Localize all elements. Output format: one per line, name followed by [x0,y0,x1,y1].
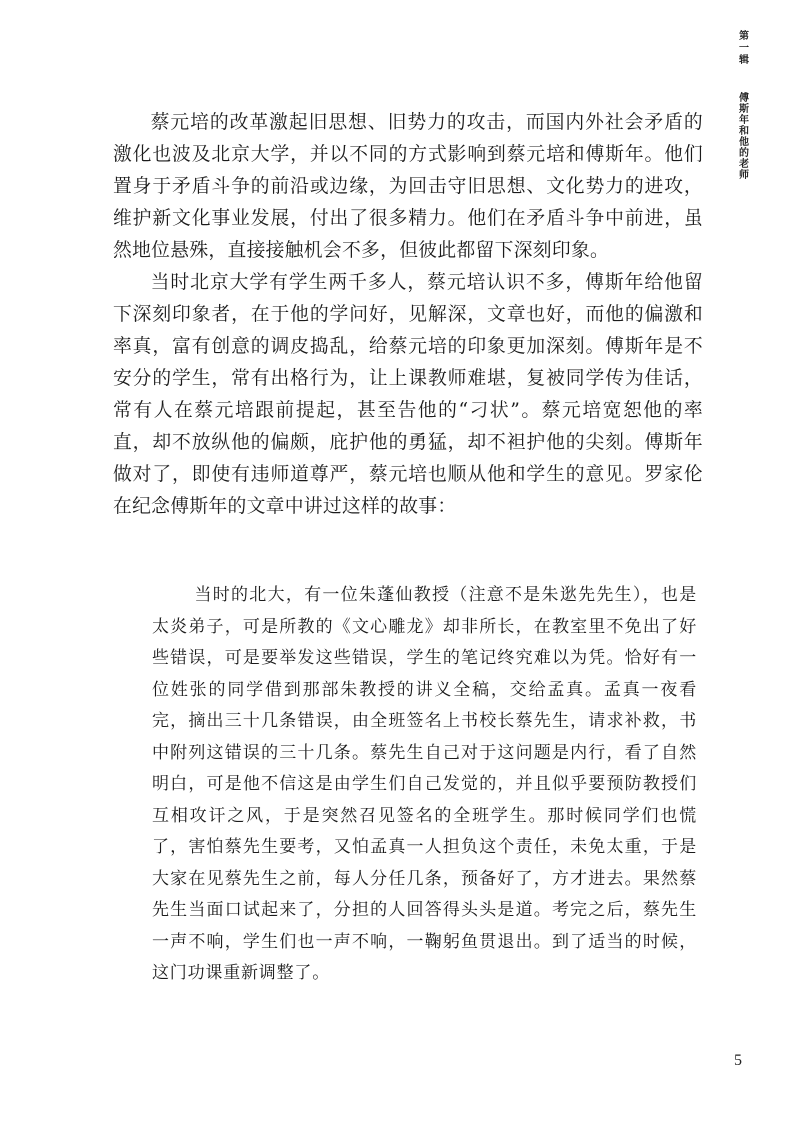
body-text [113,107,703,523]
chapter-label: 第一辑 [736,30,748,66]
page-number: 5 [734,1052,742,1069]
chapter-title: 傅斯年和他的老师 [736,92,748,180]
quote-paragraph: 当时的北大，有一位朱蓬仙教授（注意不是朱逖先先生），也是太炎弟子，可是所教的《文心雕龙》却非所长，在教室里不免出了好些错误，可是要举发这些错误，学生的笔记终究难以为凭。恰好有一位姓张的同学借到那部朱教授的讲义全稿，交给孟真。孟真一夜看完，摘出三十几条错误，由全班签名上书校长蔡先生，请求补救，书中附列这错误的三十几条。蔡先生自己对于这问题是内行，看了自然明白，可是他不信这是由学生们自己发觉的，并且似乎要预防教授们互相攻讦之风，于是突然召见签名的全班学生。那时候同学们也慌了，害怕蔡先生要考，又怕孟真一人担负这个责任，未免太重，于是大家在见蔡先生之前，每人分任几条，预备好了，方才进去。果然蔡先生当面口试起来了，分担的人回答得头头是道。考完之后，蔡先生一声不响，学生们也一声不响，一鞠躬鱼贯退出。到了适当的时候，这门功课重新调整了。 [152,585,697,983]
block-quote [152,580,697,990]
body-paragraph-2: 当时北京大学有学生两千多人，蔡元培认识不多，傅斯年给他留下深刻印象者，在于他的学问好，见解深，文章也好，而他的偏激和率真，富有创意的调皮捣乱，给蔡元培的印象更加深刻。傅斯年是不安分的学生，常有出格行为，让上课教师难堪，复被同学传为佳话，常有人在蔡元培跟前提起，甚至告他的“刁状”。蔡元培宽恕他的率直，却不放纵他的偏颇，庇护他的勇猛，却不袒护他的尖刻。傅斯年做对了，即使有违师道尊严，蔡元培也顺从他和学生的意见。罗家伦在纪念傅斯年的文章中讲过这样的故事： [113,272,703,517]
body-paragraph-1: 蔡元培的改革激起旧思想、旧势力的攻击，而国内外社会矛盾的激化也波及北京大学，并以不同的方式影响到蔡元培和傅斯年。他们置身于矛盾斗争的前沿或边缘，为回击守旧思想、文化势力的进攻，维护新文化事业发展，付出了很多精力。他们在矛盾斗争中前进，虽然地位悬殊，直接接触机会不多，但彼此都留下深刻印象。 [113,112,703,261]
running-header [728,30,756,180]
